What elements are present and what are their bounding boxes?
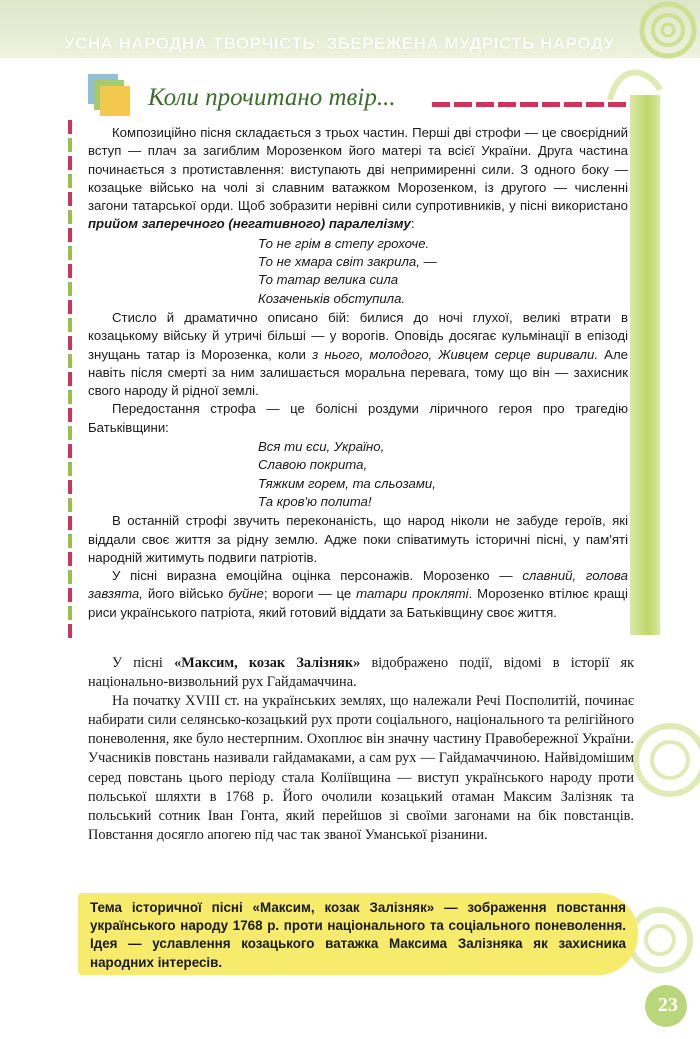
body-paragraph: У пісні «Максим, козак Залізняк» відображено події, відомі в історії як національно-визвольний рух Гайдамаччина. bbox=[88, 655, 635, 691]
swirl-top-right-icon bbox=[590, 0, 700, 110]
analysis-paragraph: У пісні виразна емоційна оцінка персонажів. Морозенко — славний, голова завзята, його військо буйне; вороги — це татари прокляті. Морозенко втілює кращі риси українського патріота, який готовий віддати за Батьківщину своє життя. bbox=[88, 568, 628, 620]
right-decor-bar bbox=[630, 95, 660, 635]
theme-idea-text: Тема історичної пісні «Максим, козак Залізняк» — зображення повстання українського народу 1768 р. проти національного та соціального поневолення. Ідея — уславлення козацького ватажка Максима Залізняка як захисника народних інтересів. bbox=[90, 900, 626, 970]
analysis-paragraph: Композиційно пісня складається з трьох частин. Перші дві строфи — це своєрідний вступ — плач за загиблим Морозенком його матері та всієї України. Друга частина починається з протиставлення: виступають дві непримиренні сили. З одного боку — козацьке військо на чолі зі славним ватажком Морозенком, із другого — численні загони татарської орди. Щоб зобразити нерівні сили супротивників, у пісні використано прийом заперечного (негативного) паралелізму: bbox=[88, 125, 628, 232]
verse-quote: Вся ти єси, Україно, Славою покрита, Тяжким горем, та сльозами, Та кров'ю полита! bbox=[258, 439, 436, 509]
running-header: УСНА НАРОДНА ТВОРЧІСТЬ: ЗБЕРЕЖЕНА МУДРІСТЬ НАРОДУ bbox=[64, 34, 615, 53]
analysis-paragraph: Стисло й драматично описано бій: билися до ночі глухої, великі втрати в козацькому війську й утричі більші — у ворогів. Оповідь досягає кульмінації в епізоді знущань татар із Морозенка, коли з нього, молодого, Живцем серце виривали. Але навіть після смерті за ним залишається моральна перевага, тому що він — захисник свого народу й рідної землі. bbox=[88, 309, 628, 399]
analysis-box bbox=[88, 124, 628, 622]
main-text bbox=[88, 654, 634, 845]
section-heading: Коли прочитано твір... bbox=[148, 84, 396, 111]
body-paragraph: На початку XVIII ст. на українських землях, що належали Речі Посполитій, починає набирати сили селянсько-козацький рух проти соціального, національного та релігійного поневолення, яке було нестерпним. Охоплює він значну частину Правобережної України. Учасників повстань називали гайдамаками, а сам рух — Гайдамаччиною. Найвідомішим серед повстань цього періоду стала Коліївщина — виступ українського народу проти польської шляхти в 1768 р. Його очолили козацький отаман Максим Залізняк та польський сотник Іван Гонта, який перейшов зі своїми загонами на бік повстанців. Повстання досягло апогею під час так званої Уманської різанини. bbox=[88, 693, 634, 843]
analysis-paragraph: Передостання строфа — це болісні роздуми ліричного героя про трагедію Батьківщини: bbox=[88, 401, 628, 435]
analysis-paragraph: В останній строфі звучить переконаність, що народ ніколи не забуде героїв, які віддали своє життя за рідну землю. Адже поки співатимуть історичні пісні, у пам'яті народній житимуть подвиги патріотів. bbox=[88, 513, 628, 565]
book-stack-icon bbox=[86, 72, 132, 118]
dashed-side-rule bbox=[68, 120, 72, 638]
verse-quote: То не грім в степу грохоче. То не хмара світ закрила, — То татар велика сила Козаченьків обступила. bbox=[258, 235, 437, 306]
page-number: 23 bbox=[658, 994, 678, 1016]
heading-underline bbox=[432, 102, 628, 107]
